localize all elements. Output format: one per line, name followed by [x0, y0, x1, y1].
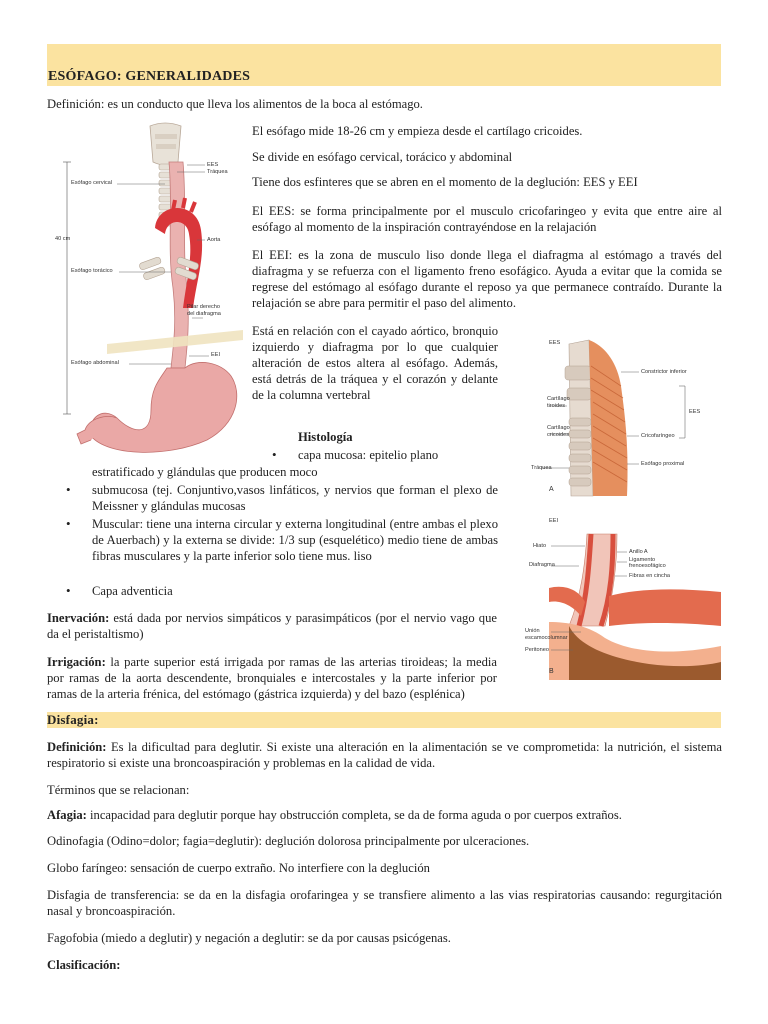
label-b: B — [549, 668, 554, 675]
label-40cm: 40 cm — [55, 236, 71, 242]
disfagia-definition — [47, 739, 722, 771]
sphincters-figure — [509, 326, 721, 680]
irrigacion-label: Irrigación: — [47, 655, 106, 669]
inervacion-text: está dada por nervios simpáticos y parasimpáticos (por el nervio vago que da el peristaltismo) — [47, 611, 497, 641]
label-union: Unión — [525, 628, 540, 634]
globo-text: Globo faríngeo: sensación de cuerpo extraño. No interfiere con la deglución — [47, 861, 430, 875]
label-traquea-a: Tráquea — [531, 465, 552, 471]
label-hiato: Hiato — [533, 543, 547, 549]
label-ees-bracket: EES — [689, 409, 701, 415]
label-constrictor: Constrictor inferior — [641, 369, 687, 375]
section-title: ESÓFAGO: GENERALIDADES — [48, 69, 251, 84]
label-pilar-2: del diafragma — [187, 311, 221, 317]
label-pilar: Pilar derecho — [187, 304, 220, 310]
paragraph-relations: Está en relación con el cayado aórtico, bronquio izquierdo y diafragma por lo que cualquier alteración de estos altera al esófago. Además, está detrás de la tráquea y el corazón y delante de la columna vertebral — [252, 324, 498, 402]
label-tiroides: Cartílago — [547, 396, 570, 402]
label-ligamento: Ligamento — [629, 557, 656, 563]
fagofobia-text: Fagofobia (miedo a deglutir) y negación a deglutir: se da por causas psicógenas. — [47, 931, 451, 945]
disfagia-title: Disfagia: — [47, 712, 99, 727]
label-ees: EES — [207, 162, 219, 168]
label-cricoides: Cartílago — [547, 425, 570, 431]
esophagus-anatomy-figure — [47, 118, 243, 456]
label-eei: EEI — [211, 352, 221, 358]
label-eei-b: EEI — [549, 518, 559, 524]
label-cervical: Esófago cervical — [71, 180, 113, 186]
label-cricoides-2: cricoides — [547, 432, 570, 438]
label-ligamento-2: frenoesofágico — [629, 563, 666, 569]
afagia-paragraph — [47, 807, 722, 823]
label-diafragma: Diafragma — [529, 562, 555, 568]
irrigacion-text: la parte superior está irrigada por ramas de las arterias tiroideas; la media por ramas de la aorta descendente, bronquiales e intercostales y la parte inferior por ramas de la arteria frénica, del estómago (gástrica izquierda) y del bazo (esplénica) — [47, 655, 497, 701]
list-item: • Muscular: tiene una interna circular y externa longitudinal (entre ambas el plexo de Auerbach) y la externa se divide: 1/3 sup (esquelético) medio tiene de ambas fibras musculares y la parte inferior solo tiene mus. liso — [92, 516, 498, 564]
list-item: • capa mucosa: epitelio plano — [298, 447, 498, 463]
afagia-label: Afagia: — [47, 808, 87, 822]
label-proximal: Esófago proximal — [641, 461, 685, 467]
label-aorta: Aorta — [207, 237, 221, 243]
list-item: • Capa adventicia — [92, 583, 498, 599]
paragraph-sphincters: Tiene dos esfinteres que se abren en el momento de la deglución: EES y EEI — [252, 175, 638, 189]
clasificacion-title: Clasificación: — [47, 958, 121, 972]
transferencia-text: Disfagia de transferencia: se da en la disfagia orofaringea y se transfiere alimento a las vias respiratorias causando: regurgitación nasal y broncoaspiración. — [47, 888, 722, 918]
label-peritoneo: Peritoneo — [525, 647, 549, 653]
disfagia-definition-text: Es la dificultad para deglutir. Si existe una alteración en la alimentación se ve comprometida: la nutrición, el sistema respiratorio si existe una broncoaspiración y problemas en la calidad de vida. — [47, 740, 722, 770]
odinofagia-text: Odinofagia (Odino=dolor; fagia=deglutir): deglución dolorosa principalmente por ulceraciones. — [47, 834, 530, 848]
disfagia-header-band — [47, 712, 721, 728]
inervacion-paragraph — [47, 610, 497, 642]
definition-text: Definición: es un conducto que lleva los alimentos de la boca al estómago. — [47, 97, 423, 111]
list-item-continuation: estratificado y glándulas que producen moco — [92, 465, 318, 479]
label-abdominal: Esófago abdominal — [71, 360, 119, 366]
label-traquea: Tráquea — [207, 169, 228, 175]
afagia-text: incapacidad para deglutir porque hay obstrucción completa, se da de forma aguda o por cuerpos extraños. — [86, 808, 622, 822]
label-toracico: Esófago torácico — [71, 268, 113, 274]
paragraph-division: Se divide en esófago cervical, torácico y abdominal — [252, 150, 513, 164]
histologia-title: Histología — [298, 430, 353, 444]
label-fibras: Fibras en cincha — [629, 573, 671, 579]
irrigacion-paragraph — [47, 654, 497, 702]
paragraph-eei: El EEI: es la zona de musculo liso donde llega el diafragma al estómago a través del diafragma y se refuerza con el ligamento freno esofágico. Ayuda a evitar que la comida se regrese del estómago al esófago durante el reposo ya que permanece contraído. Durante la relajación se abre para permitir el paso del alimento. — [252, 248, 722, 310]
label-cricofaringeo: Cricofaríngeo — [641, 433, 675, 439]
paragraph-length: El esófago mide 18-26 cm y empieza desde el cartílago cricoides. — [252, 124, 583, 138]
inervacion-label: Inervación: — [47, 611, 110, 625]
label-tiroides-2: tiroides — [547, 403, 566, 409]
paragraph-ees: El EES: se forma principalmente por el musculo cricofaringeo y evita que entre aire al esófago al momento de la inspiración contrayéndose en la relajación — [252, 204, 722, 234]
label-anillo: Anillo A — [629, 549, 648, 555]
terminos-text: Términos que se relacionan: — [47, 783, 190, 797]
sphincters-illustration — [509, 326, 721, 680]
label-union-2: escamocolumnar — [525, 635, 568, 641]
label-ees-a: EES — [549, 340, 561, 346]
list-item: • submucosa (tej. Conjuntivo,vasos linfáticos, y nervios que forman el plexo de Meissner y glándulas mucosas — [92, 482, 498, 514]
disfagia-definition-label: Definición: — [47, 740, 107, 754]
label-a: A — [549, 486, 554, 493]
